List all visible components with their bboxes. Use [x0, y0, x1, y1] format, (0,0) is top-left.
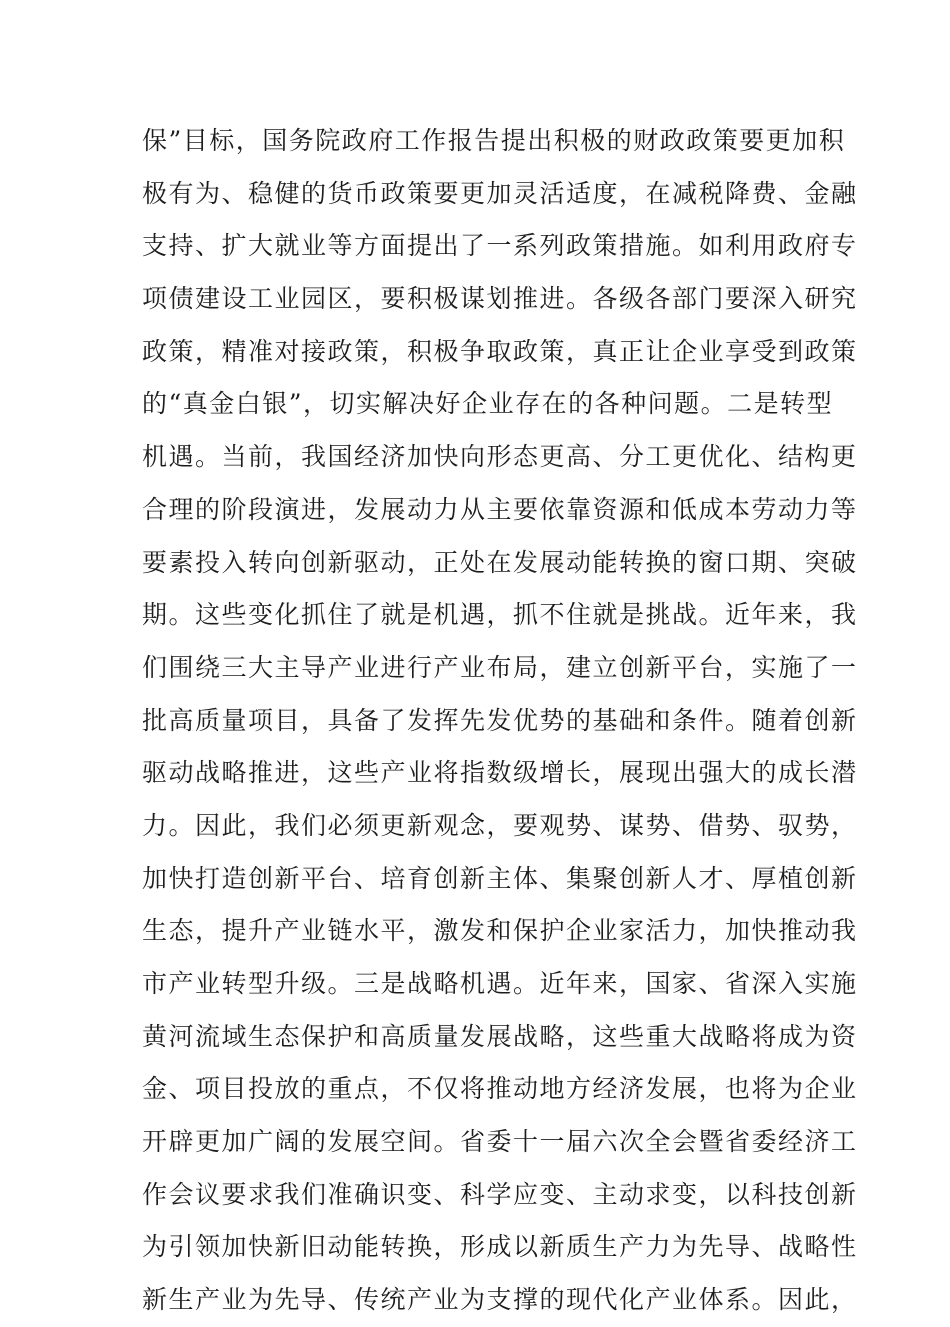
text-line-12: 批高质量项目，具备了发挥先发优势的基础和条件。随着创新	[142, 705, 858, 735]
text-line-21: 作会议要求我们准确识变、科学应变、主动求变，以科技创新	[142, 1179, 858, 1209]
text-line-22: 为引领加快新旧动能转换，形成以新质生产力为先导、战略性	[142, 1232, 858, 1262]
text-line-18: 黄河流域生态保护和高质量发展战略，这些重大战略将成为资	[142, 1021, 858, 1051]
body-text	[142, 115, 858, 1327]
text-line-15: 加快打造创新平台、培育创新主体、集聚创新人才、厚植创新	[142, 863, 858, 893]
text-line-16: 生态，提升产业链水平，激发和保护企业家活力，加快推动我	[142, 916, 858, 946]
text-line-3: 支持、扩大就业等方面提出了一系列政策措施。如利用政府专	[142, 231, 858, 261]
text-line-8: 合理的阶段演进，发展动力从主要依靠资源和低成本劳动力等	[142, 494, 858, 524]
text-line-13: 驱动战略推进，这些产业将指数级增长，展现出强大的成长潜	[142, 758, 858, 788]
text-line-4: 项债建设工业园区，要积极谋划推进。各级各部门要深入研究	[142, 284, 858, 314]
text-line-19: 金、项目投放的重点，不仅将推动地方经济发展，也将为企业	[142, 1074, 858, 1104]
text-line-9: 要素投入转向创新驱动，正处在发展动能转换的窗口期、突破	[142, 547, 858, 577]
text-line-6: 的“真金白银”，切实解决好企业存在的各种问题。二是转型	[142, 389, 834, 419]
text-line-10: 期。这些变化抓住了就是机遇，抓不住就是挑战。近年来，我	[142, 600, 858, 630]
text-line-7: 机遇。当前，我国经济加快向形态更高、分工更优化、结构更	[142, 442, 858, 472]
text-line-1: 保”目标，国务院政府工作报告提出积极的财政政策要更加积	[142, 126, 846, 155]
text-line-17: 市产业转型升级。三是战略机遇。近年来，国家、省深入实施	[142, 969, 858, 998]
text-line-14: 力。因此，我们必须更新观念，要观势、谋势、借势、驭势，	[142, 810, 858, 840]
text-line-5: 政策，精准对接政策，积极争取政策，真正让企业享受到政策	[142, 336, 858, 366]
text-line-2: 极有为、稳健的货币政策要更加灵活适度，在减税降费、金融	[142, 178, 858, 208]
text-line-23: 新生产业为先导、传统产业为支撑的现代化产业体系。因此，	[142, 1285, 858, 1315]
text-line-20: 开辟更加广阔的发展空间。省委十一届六次全会暨省委经济工	[142, 1127, 858, 1157]
text-line-11: 们围绕三大主导产业进行产业布局，建立创新平台，实施了一	[142, 652, 858, 682]
